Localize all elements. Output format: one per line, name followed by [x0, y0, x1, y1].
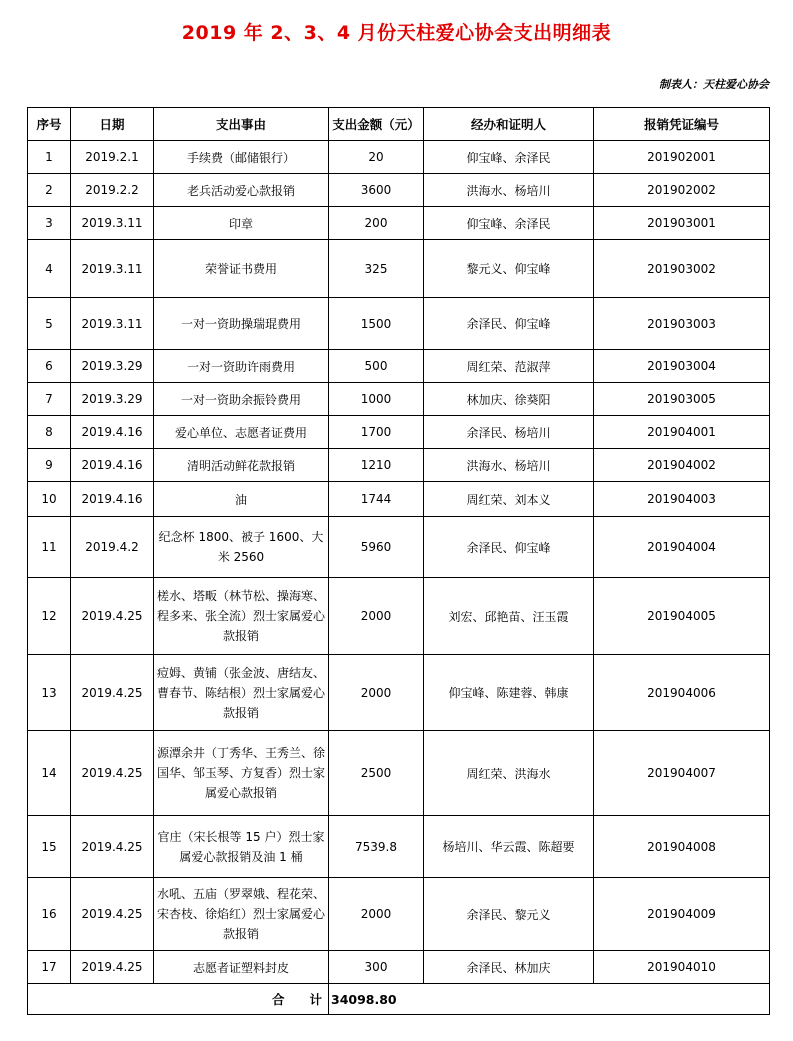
cell-date: 2019.3.29: [71, 383, 154, 416]
page-title: 2019 年 2、3、4 月份天柱爱心协会支出明细表: [181, 22, 612, 44]
cell-date: 2019.4.25: [71, 878, 154, 951]
cell-witness: 洪海水、杨培川: [424, 174, 594, 207]
cell-voucher: 201903001: [594, 207, 770, 240]
cell-reason: 手续费（邮储银行）: [154, 141, 329, 174]
cell-voucher: 201903003: [594, 298, 770, 350]
table-row: [28, 578, 770, 655]
cell-amount: 20: [329, 141, 424, 174]
cell-date: 2019.3.11: [71, 298, 154, 350]
cell-voucher: 201904006: [594, 655, 770, 731]
cell-reason: 纪念杯 1800、被子 1600、大米 2560: [154, 517, 329, 578]
table-row: [28, 174, 770, 207]
cell-witness: 仰宝峰、余泽民: [424, 207, 594, 240]
cell-no: 1: [28, 141, 71, 174]
table-row: [28, 350, 770, 383]
cell-date: 2019.4.25: [71, 731, 154, 816]
table-header-row: [28, 108, 770, 141]
table-row: [28, 731, 770, 816]
cell-reason: 源潭余井（丁秀华、王秀兰、徐国华、邹玉琴、方复香）烈士家属爱心款报销: [154, 731, 329, 816]
cell-witness: 周红荣、洪海水: [424, 731, 594, 816]
cell-witness: 余泽民、杨培川: [424, 416, 594, 449]
cell-date: 2019.4.25: [71, 816, 154, 878]
table-row: [28, 655, 770, 731]
cell-reason: 老兵活动爱心款报销: [154, 174, 329, 207]
expense-table: [27, 107, 770, 1015]
cell-reason: 水吼、五庙（罗翠娥、程花荣、宋杏枝、徐焰红）烈士家属爱心款报销: [154, 878, 329, 951]
cell-date: 2019.4.25: [71, 655, 154, 731]
cell-amount: 1000: [329, 383, 424, 416]
cell-voucher: 201903004: [594, 350, 770, 383]
cell-amount: 5960: [329, 517, 424, 578]
cell-no: 16: [28, 878, 71, 951]
cell-amount: 500: [329, 350, 424, 383]
cell-no: 3: [28, 207, 71, 240]
total-amount: 34098.80: [329, 984, 770, 1015]
cell-no: 17: [28, 951, 71, 984]
cell-voucher: 201904001: [594, 416, 770, 449]
header-reason: 支出事由: [154, 108, 329, 141]
table-row: [28, 816, 770, 878]
table-row: [28, 449, 770, 482]
table-row: [28, 298, 770, 350]
cell-no: 2: [28, 174, 71, 207]
cell-amount: 7539.8: [329, 816, 424, 878]
cell-no: 12: [28, 578, 71, 655]
cell-reason: 爱心单位、志愿者证费用: [154, 416, 329, 449]
cell-reason: 油: [154, 482, 329, 517]
cell-reason: 一对一资助余振铃费用: [154, 383, 329, 416]
cell-date: 2019.4.25: [71, 951, 154, 984]
table-maker: 制表人：天柱爱心协会: [659, 78, 769, 91]
cell-reason: 清明活动鲜花款报销: [154, 449, 329, 482]
cell-amount: 1700: [329, 416, 424, 449]
cell-witness: 刘宏、邱艳苗、汪玉霞: [424, 578, 594, 655]
cell-voucher: 201903005: [594, 383, 770, 416]
cell-voucher: 201903002: [594, 240, 770, 298]
cell-date: 2019.4.16: [71, 482, 154, 517]
cell-witness: 周红荣、范淑萍: [424, 350, 594, 383]
total-row: [28, 984, 770, 1015]
table-row: [28, 240, 770, 298]
cell-witness: 余泽民、黎元义: [424, 878, 594, 951]
cell-reason: 槎水、塔畈（林节松、操海寒、程多来、张全流）烈士家属爱心款报销: [154, 578, 329, 655]
cell-date: 2019.3.29: [71, 350, 154, 383]
cell-amount: 2000: [329, 578, 424, 655]
cell-voucher: 201902002: [594, 174, 770, 207]
cell-date: 2019.4.25: [71, 578, 154, 655]
cell-witness: 仰宝峰、陈建蓉、韩康: [424, 655, 594, 731]
header-voucher: 报销凭证编号: [594, 108, 770, 141]
cell-amount: 2500: [329, 731, 424, 816]
cell-date: 2019.2.1: [71, 141, 154, 174]
cell-no: 9: [28, 449, 71, 482]
header-amount: 支出金额（元）: [329, 108, 424, 141]
cell-reason: 痘姆、黄铺（张金波、唐结友、曹春节、陈结根）烈士家属爱心款报销: [154, 655, 329, 731]
table-row: [28, 141, 770, 174]
cell-reason: 印章: [154, 207, 329, 240]
cell-voucher: 201904004: [594, 517, 770, 578]
cell-no: 4: [28, 240, 71, 298]
table-row: [28, 416, 770, 449]
cell-no: 8: [28, 416, 71, 449]
header-witness: 经办和证明人: [424, 108, 594, 141]
cell-reason: 志愿者证塑料封皮: [154, 951, 329, 984]
cell-date: 2019.4.2: [71, 517, 154, 578]
table-row: [28, 482, 770, 517]
cell-voucher: 201904005: [594, 578, 770, 655]
cell-witness: 洪海水、杨培川: [424, 449, 594, 482]
cell-voucher: 201904009: [594, 878, 770, 951]
cell-reason: 官庄（宋长根等 15 户）烈士家属爱心款报销及油 1 桶: [154, 816, 329, 878]
cell-voucher: 201904002: [594, 449, 770, 482]
cell-voucher: 201902001: [594, 141, 770, 174]
cell-witness: 周红荣、刘本义: [424, 482, 594, 517]
header-date: 日期: [71, 108, 154, 141]
cell-date: 2019.2.2: [71, 174, 154, 207]
cell-no: 11: [28, 517, 71, 578]
cell-witness: 林加庆、徐葵阳: [424, 383, 594, 416]
table-row: [28, 878, 770, 951]
cell-witness: 余泽民、林加庆: [424, 951, 594, 984]
cell-date: 2019.3.11: [71, 240, 154, 298]
cell-no: 15: [28, 816, 71, 878]
cell-no: 14: [28, 731, 71, 816]
table-row: [28, 517, 770, 578]
cell-reason: 一对一资助操瑞琨费用: [154, 298, 329, 350]
cell-date: 2019.4.16: [71, 416, 154, 449]
cell-no: 5: [28, 298, 71, 350]
table-row: [28, 207, 770, 240]
cell-no: 13: [28, 655, 71, 731]
cell-witness: 仰宝峰、余泽民: [424, 141, 594, 174]
cell-no: 6: [28, 350, 71, 383]
cell-amount: 1744: [329, 482, 424, 517]
cell-witness: 余泽民、仰宝峰: [424, 517, 594, 578]
cell-date: 2019.4.16: [71, 449, 154, 482]
header-no: 序号: [28, 108, 71, 141]
cell-no: 7: [28, 383, 71, 416]
cell-amount: 1500: [329, 298, 424, 350]
cell-amount: 1210: [329, 449, 424, 482]
cell-voucher: 201904007: [594, 731, 770, 816]
cell-witness: 杨培川、华云霞、陈超要: [424, 816, 594, 878]
cell-amount: 2000: [329, 878, 424, 951]
cell-date: 2019.3.11: [71, 207, 154, 240]
cell-reason: 一对一资助许雨费用: [154, 350, 329, 383]
cell-voucher: 201904003: [594, 482, 770, 517]
cell-amount: 2000: [329, 655, 424, 731]
cell-amount: 200: [329, 207, 424, 240]
cell-voucher: 201904010: [594, 951, 770, 984]
table-row: [28, 951, 770, 984]
total-label: 合 计: [28, 984, 329, 1015]
cell-amount: 325: [329, 240, 424, 298]
cell-reason: 荣誉证书费用: [154, 240, 329, 298]
cell-no: 10: [28, 482, 71, 517]
cell-witness: 黎元义、仰宝峰: [424, 240, 594, 298]
cell-witness: 余泽民、仰宝峰: [424, 298, 594, 350]
cell-amount: 300: [329, 951, 424, 984]
cell-amount: 3600: [329, 174, 424, 207]
cell-voucher: 201904008: [594, 816, 770, 878]
table-row: [28, 383, 770, 416]
